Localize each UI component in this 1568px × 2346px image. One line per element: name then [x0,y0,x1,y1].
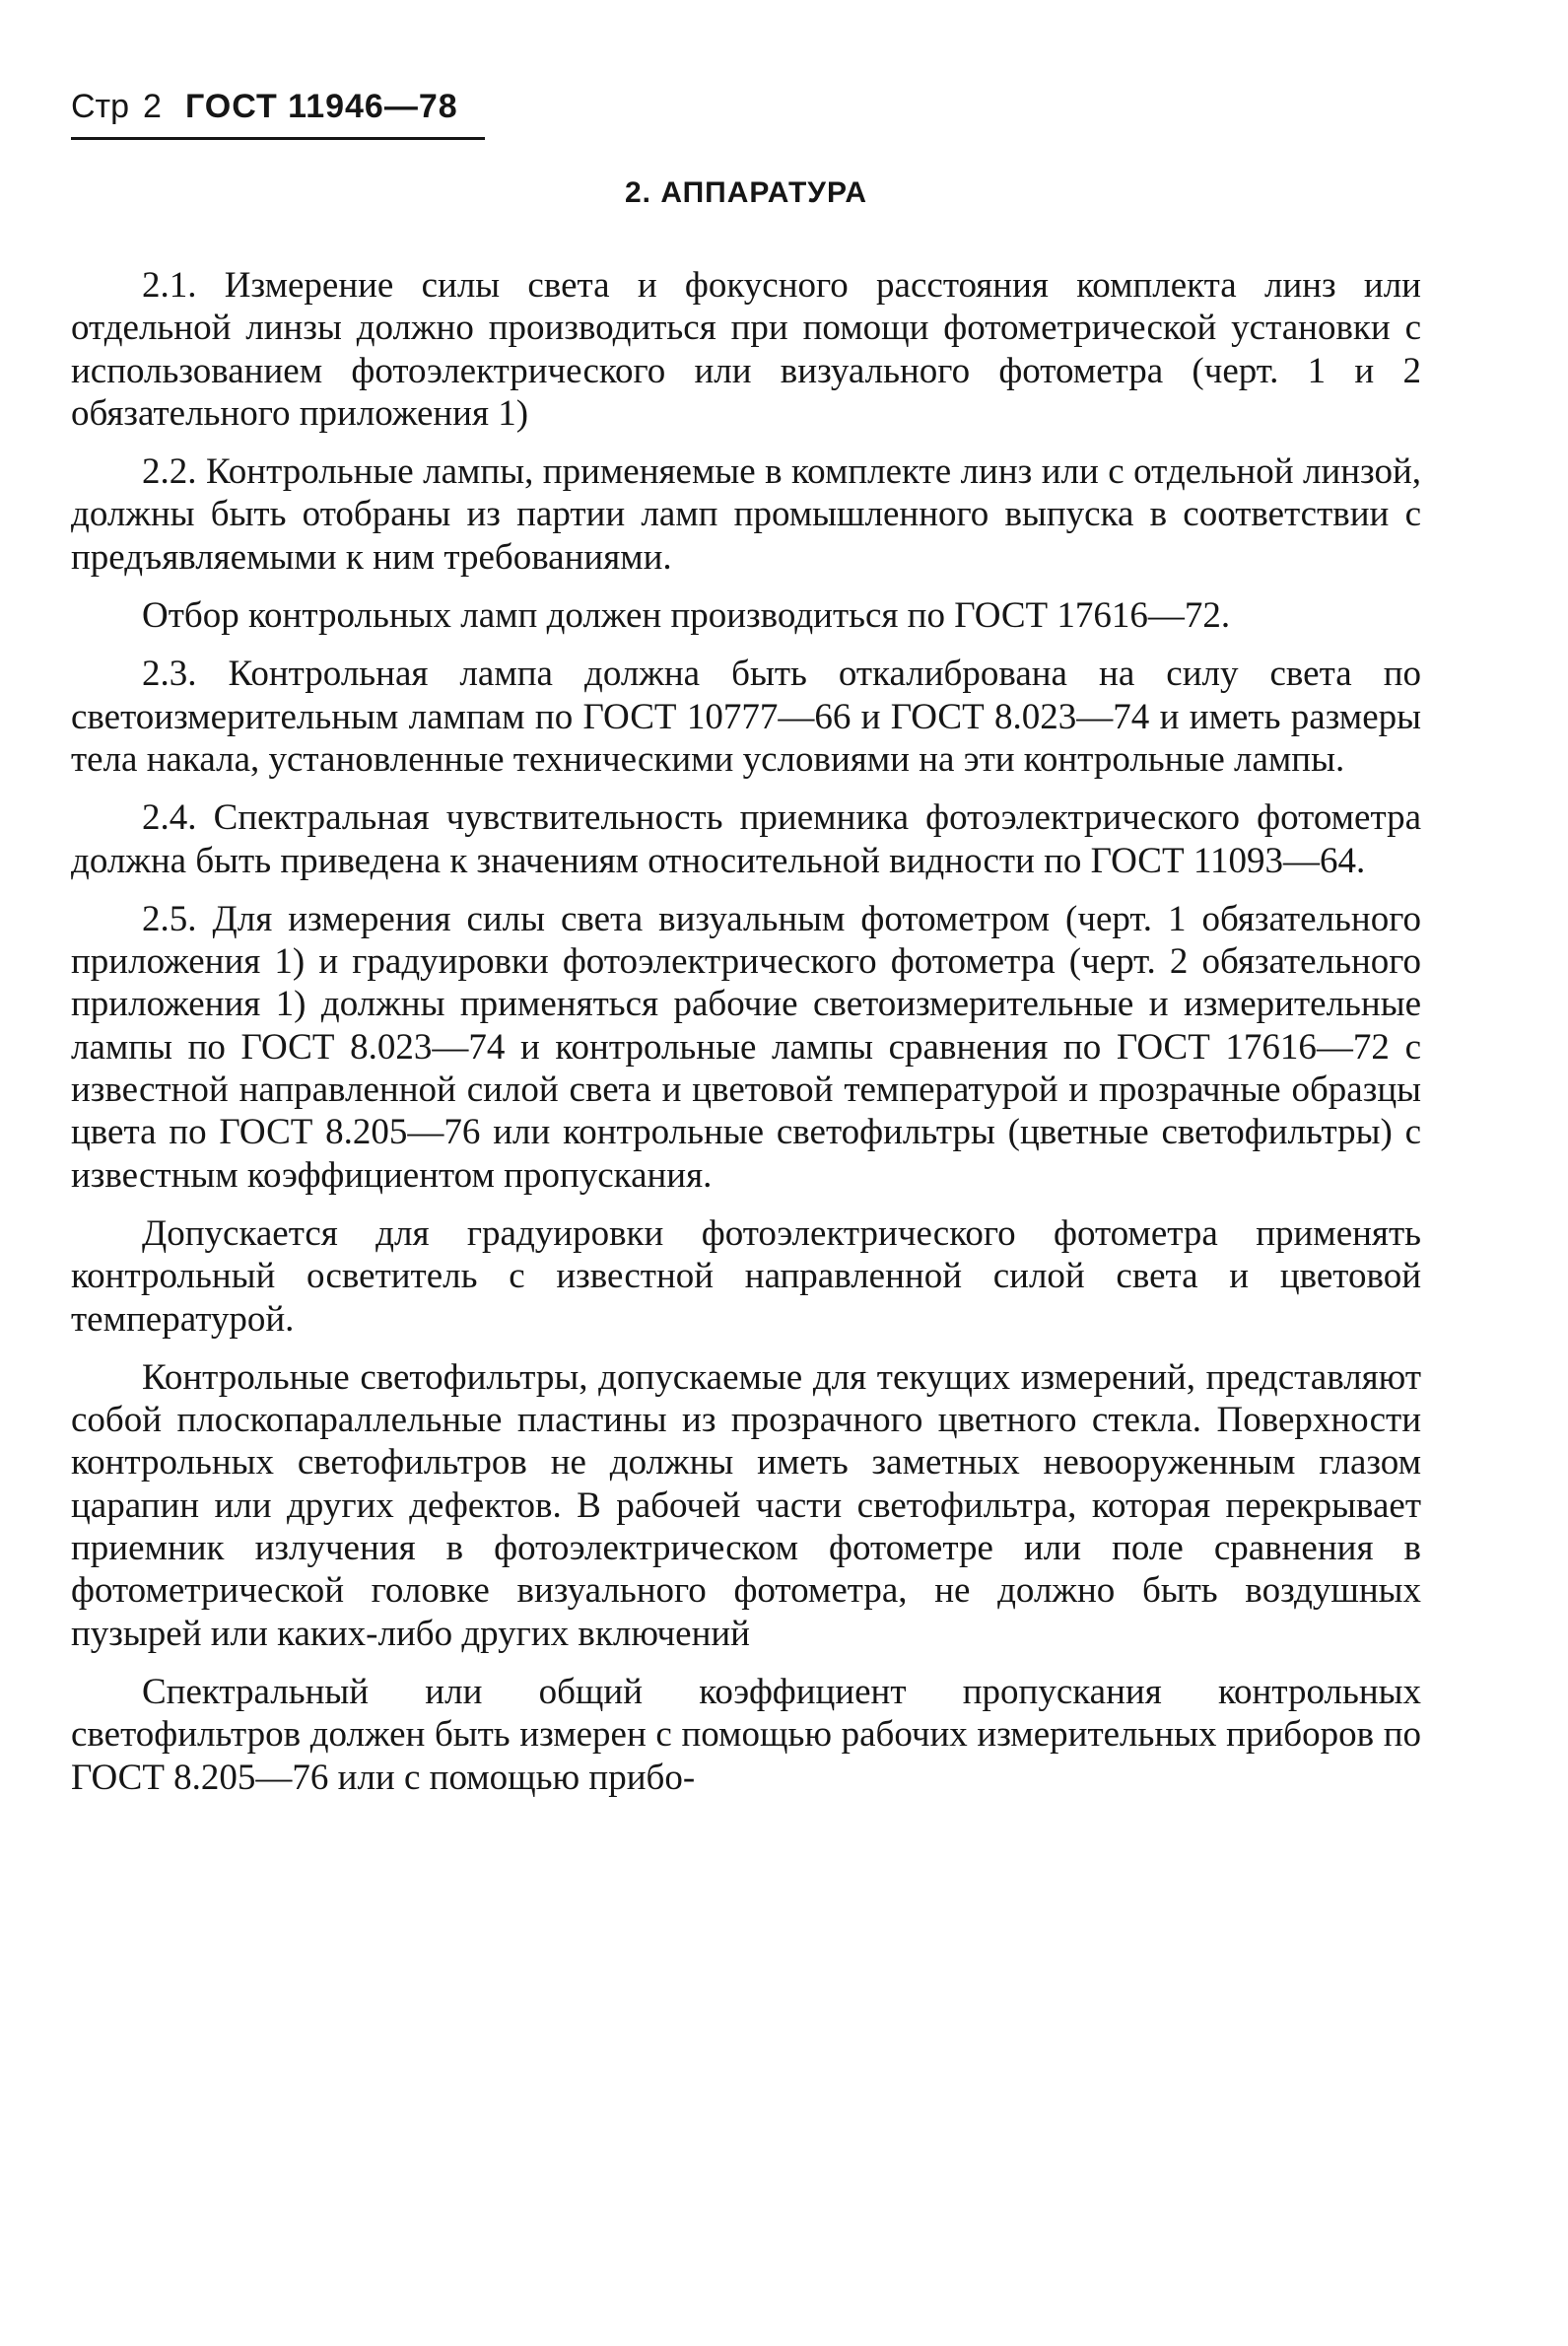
paragraph-control-illuminator: Допускается для градуировки фотоэлектрического фотометра применять контрольный осветитель с известной направленной силой света и цветовой температурой. [71,1212,1421,1340]
body-text [71,264,1421,1815]
section-title: 2. АППАРАТУРА [625,176,867,209]
standard-number: ГОСТ 11946—78 [184,88,458,125]
header-rule [71,137,485,140]
paragraph-2-2: 2.2. Контрольные лампы, применяемые в комплекте линз или с отдельной линзой, должны быть отобраны из партии ламп промышленного выпуска в соответствии с предъявляемыми к ним требованиями. [71,451,1421,578]
paragraph-2-5: 2.5. Для измерения силы света визуальным фотометром (черт. 1 обязательного приложения 1) и градуировки фотоэлектрического фотометра (черт. 2 обязательного приложения 1) должны применяться рабочие светоизмерительные и измерительные лампы по ГОСТ 8.023—74 и контрольные лампы сравнения по ГОСТ 17616—72 с известной направленной силой света и цветовой температурой и прозрачные образцы цвета по ГОСТ 8.205—76 или контрольные светофильтры (цветные светофильтры) с известным коэффициентом пропускания. [71,898,1421,1196]
paragraph-control-filters: Контрольные светофильтры, допускаемые для текущих измерений, представляют собой плоскопараллельные пластины из прозрачного цветного стекла. Поверхности контрольных светофильтров не должны иметь заметных невооруженным глазом царапин или других дефектов. В рабочей части светофильтра, которая перекрывает приемник излучения в фотоэлектрическом фотометре или поле сравнения в фотометрической головке визуального фотометра, не должно быть воздушных пузырей или каких-либо других включений [71,1356,1421,1654]
running-header [71,81,458,132]
paragraph-transmission-coefficient: Спектральный или общий коэффициент пропускания контрольных светофильтров должен быть измерен с помощью рабочих измерительных приборов по ГОСТ 8.205—76 или с помощью прибо- [71,1671,1421,1798]
paragraph-2-1: 2.1. Измерение силы света и фокусного расстояния комплекта линз или отдельной линзы должно производиться при помощи фотометрической установки с использованием фотоэлектрического или визуального фотометра (черт. 1 и 2 обязательного приложения 1) [71,265,1421,434]
document-page [71,0,1421,2346]
paragraph-lamp-selection: Отбор контрольных ламп должен производиться по ГОСТ 17616—72. [142,595,1231,637]
paragraph-2-4: 2.4. Спектральная чувствительность приемника фотоэлектрического фотометра должна быть приведена к значениям относительной видности по ГОСТ 11093—64. [71,797,1421,881]
page-label: Стр [71,88,130,125]
paragraph-2-3: 2.3. Контрольная лампа должна быть откалиброванa на силу света по светоизмерительным лампам по ГОСТ 10777—66 и ГОСТ 8.023—74 и иметь размеры тела накала, установленные техническими условиями на эти контрольные лампы. [71,654,1421,780]
page-number: 2 [143,88,162,125]
